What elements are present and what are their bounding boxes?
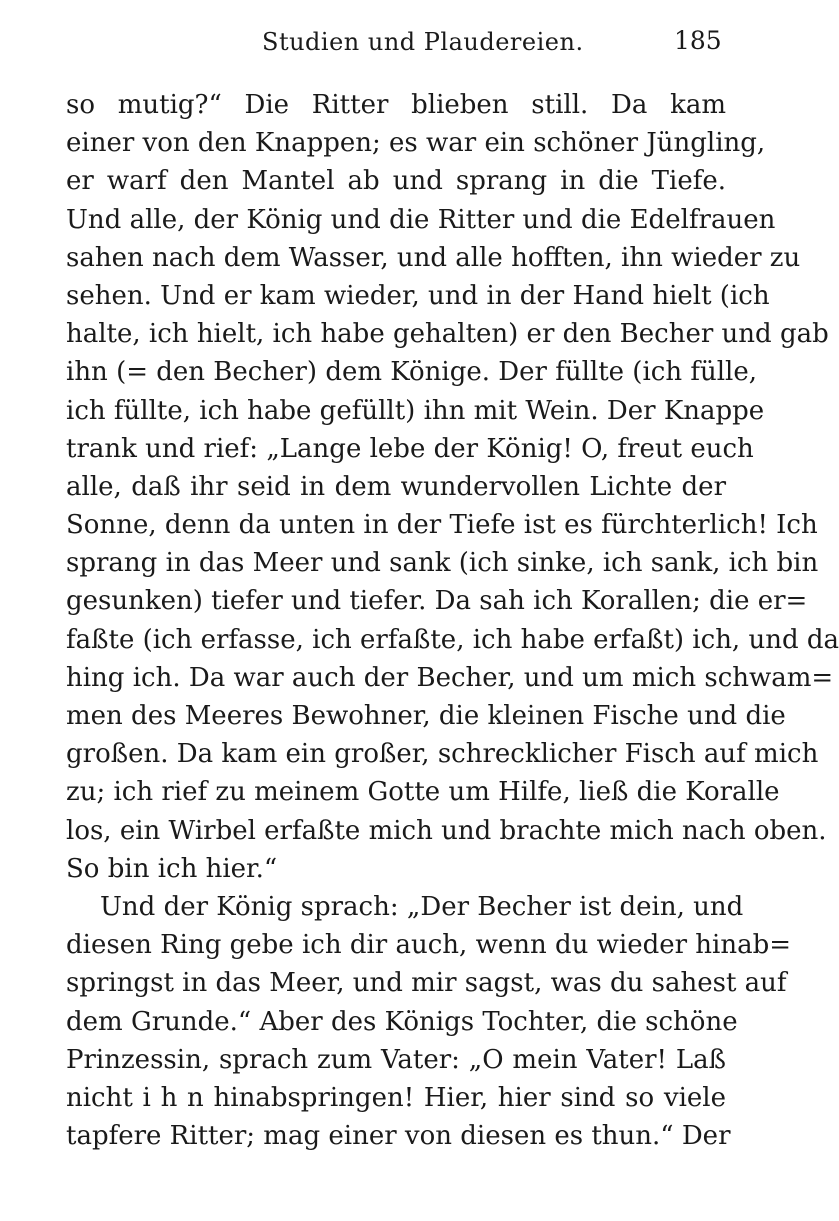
text-line: sprang in das Meer und sank (ich sinke, ich sank, ich bin [66,548,819,579]
text-line: halte, ich hielt, ich habe gehalten) er den Becher und gab [66,319,829,350]
text-line: so mutig?“ Die Ritter blieben still. Da kam [66,90,726,120]
text-line: men des Meeres Bewohner, die kleinen Fische und die [66,701,786,731]
text-line: ihn (= den Becher) dem Könige. Der füllte (ich fülle, [66,357,757,388]
text-line: Sonne, denn da unten in der Tiefe ist es fürchterlich! Ich [66,510,818,541]
text-line: faßte (ich erfasse, ich erfaßte, ich habe erfaßt) ich, und da [66,624,839,655]
paragraph-1 [66,86,839,888]
text-line: los, ein Wirbel erfaßte mich und brachte mich nach oben. [66,815,827,846]
text-line: nicht i h n hinabspringen! Hier, hier sind so viele [66,1082,726,1113]
text-line: zu; ich rief zu meinem Gotte um Hilfe, ließ die Koralle [66,777,780,808]
body-text [66,86,839,1155]
text-line: hing ich. Da war auch der Becher, und um mich schwam= [66,662,834,693]
text-line: ich füllte, ich habe gefüllt) ihn mit Wein. Der Knappe [66,395,765,426]
text-line: diesen Ring gebe ich dir auch, wenn du wieder hinab= [66,930,792,961]
text-line: Und der König sprach: „Der Becher ist dein, und [100,891,744,922]
text-line: So bin ich hier.“ [66,853,278,884]
text-line: springst in das Meer, und mir sagst, was du sahest auf [66,968,787,999]
text-line: er warf den Mantel ab und sprang in die Tiefe. [66,166,726,197]
text-line: dem Grunde.“ Aber des Königs Tochter, die schöne [66,1006,738,1037]
text-line: trank und rief: „Lange lebe der König! O, freut euch [66,433,754,464]
page-number: 185 [674,26,722,55]
paragraph-2 [66,888,792,1155]
text-line: Und alle, der König und die Ritter und die Edelfrauen [66,204,776,235]
text-line: einer von den Knappen; es war ein schöner Jüngling, [66,128,766,159]
text-line: großen. Da kam ein großer, schrecklicher Fisch auf mich [66,739,819,770]
text-line: tapfere Ritter; mag einer von diesen es thun.“ Der [66,1121,731,1152]
text-line: alle, daß ihr seid in dem wundervollen Lichte der [66,471,726,502]
text-line: sehen. Und er kam wieder, und in der Hand hielt (ich [66,280,770,311]
text-line: Prinzessin, sprach zum Vater: „O mein Vater! Laß [66,1044,726,1075]
text-line: sahen nach dem Wasser, und alle hofften, ihn wieder zu [66,242,801,273]
running-head: Studien und Plaudereien. [262,28,584,56]
text-line: gesunken) tiefer und tiefer. Da sah ich Korallen; die er= [66,586,808,617]
